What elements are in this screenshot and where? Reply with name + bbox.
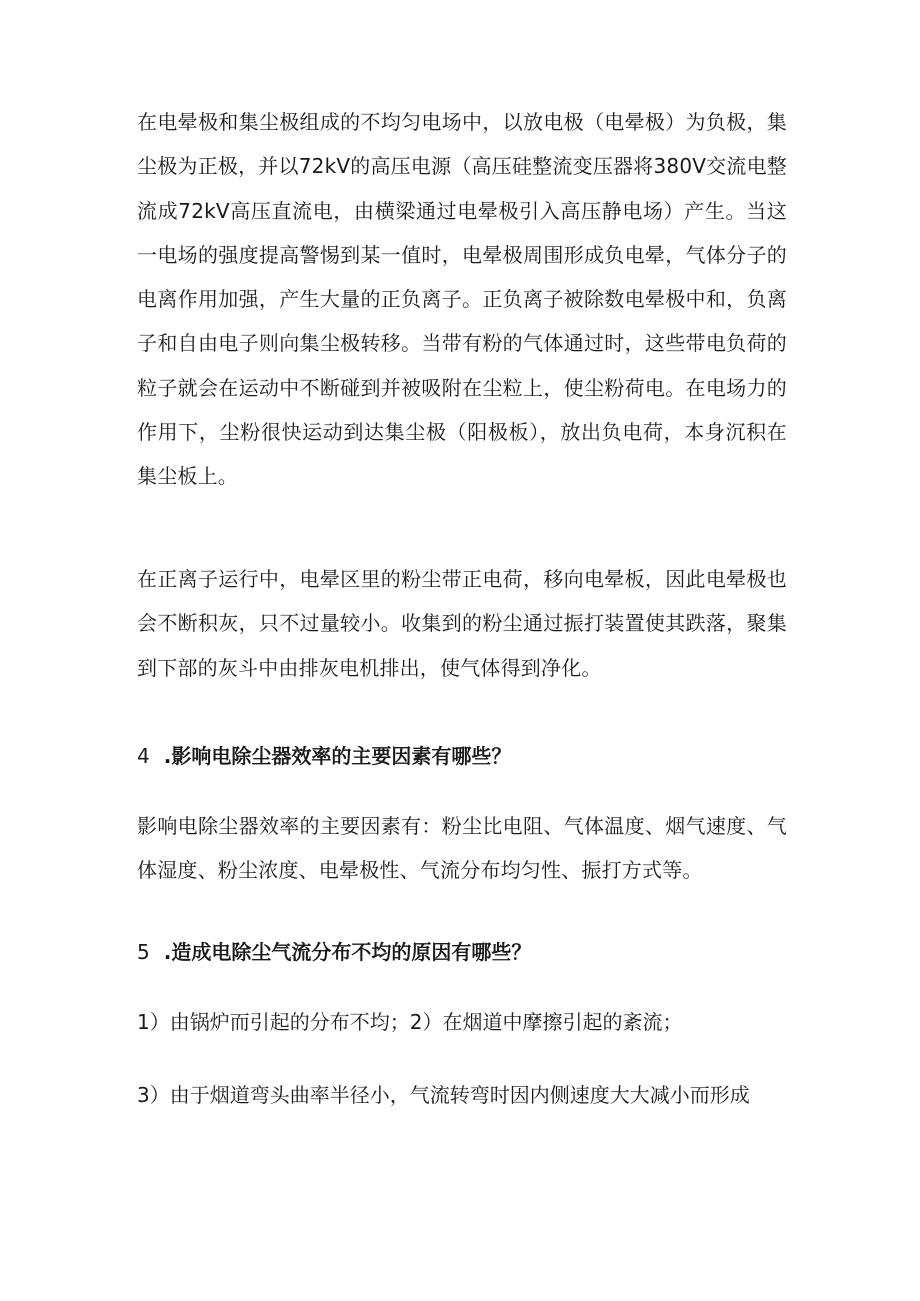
question-4-text: .影响电除尘器效率的主要因素有哪些？	[163, 744, 512, 768]
question-5-text: .造成电除尘气流分布不均的原因有哪些？	[163, 940, 532, 964]
paragraph-electrostatic-principle: 在电晕极和集尘极组成的不均匀电场中，以放电极（电晕极）为负极，集尘极为正极，并以72kV的高压电源（高压硅整流变压器将380V交流电整流成72kV高压直流电，由横梁通过电晕极引入高压静电场）产生。当这一电场的强度提高警惕到某一值时，电晕极周围形成负电晕，气体分子的电离作用加强，产生大量的正负离子。正负离子被除数电晕极中和，负离子和自由电子则向集尘极转移。当带有粉的气体通过时，这些带电负荷的粒子就会在运动中不断碰到并被吸附在尘粒上，使尘粉荷电。在电场力的作用下，尘粉很快运动到达集尘极（阳极板），放出负电荷，本身沉积在集尘板上。	[137, 110, 787, 489]
question-5-number: 5	[137, 940, 150, 964]
answer-5-line-1: 1）由锅炉而引起的分布不均；2）在烟道中摩擦引起的紊流；	[137, 1010, 683, 1034]
answer-4-paragraph: 影响电除尘器效率的主要因素有：粉尘比电阻、气体温度、烟气速度、气体湿度、粉尘浓度、电晕极性、气流分布均匀性、振打方式等。	[137, 814, 787, 883]
paragraph-dust-collection: 在正离子运行中，电晕区里的粉尘带正电荷，移向电晕板，因此电晕极也会不断积灰，只不过量较小。收集到的粉尘通过振打装置使其跌落，聚集到下部的灰斗中由排灰电机排出，使气体得到净化。	[137, 567, 787, 680]
question-4-number: 4	[137, 744, 150, 768]
answer-5-line-2: 3）由于烟道弯头曲率半径小，气流转弯时因内侧速度大大减小而形成	[137, 1083, 750, 1107]
question-5-heading	[137, 930, 787, 974]
question-4-heading	[137, 734, 787, 778]
